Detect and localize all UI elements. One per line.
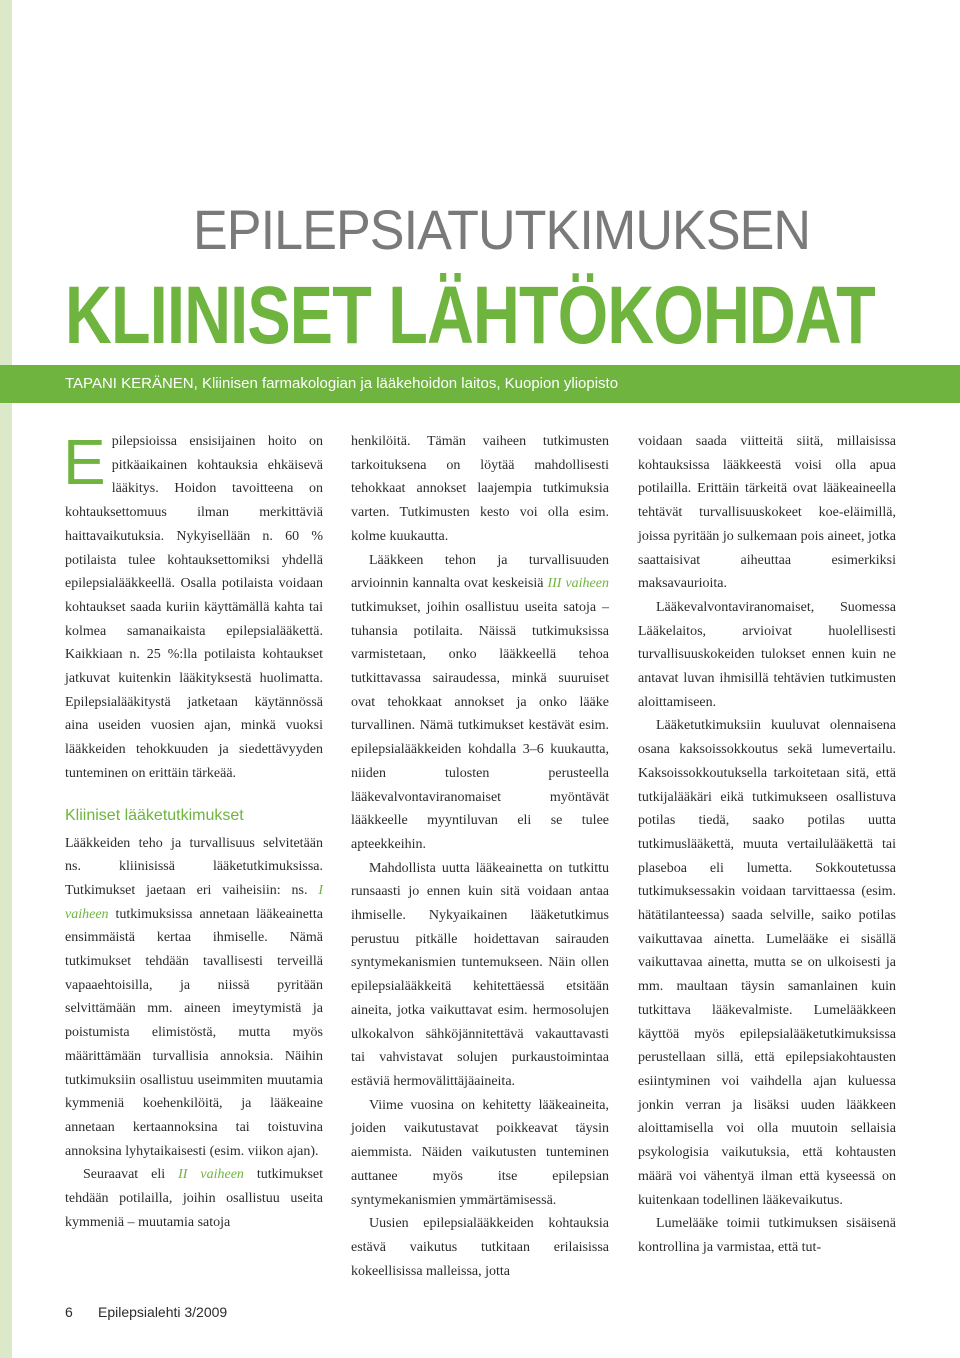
paragraph-text: tutkimukset tehdään potilailla, joihin osallistuu useita kymmeniä – muutamia satoja [65,1167,323,1230]
emphasis: II vaiheen [178,1167,244,1183]
paragraph: Viime vuosina on kehitetty lääkeaineita, joiden vaikutustavat poikkeavat täysin aiemmista. Näiden vaikutusten tunteminen auttanee myös itse epilepsian syntymekanismien ymmärtämisessä. [351,1097,609,1208]
author-line: TAPANI KERÄNEN, Kliinisen farmakologian ja lääkehoidon laitos, Kuopion yliopisto [65,375,619,392]
paragraph: Lääkevalvontaviranomaiset, Suomessa Lääkelaitos, arvioivat huolellisesti turvallisuuskokeiden tulokset ennen kuin ne antavat luvan ihmisillä tehtävien tutkimusten aloittamiseen. [638,599,896,710]
article-column-1 [63,426,323,1235]
paragraph [65,1163,323,1234]
section-heading: Kliiniset lääketutkimukset [65,806,244,824]
paragraph: Lumelääke toimii tutkimuksen sisäisenä kontrollina ja varmistaa, että tut- [638,1216,896,1255]
title-line-1: EPILEPSIATUTKIMUKSEN [193,198,811,261]
intro-paragraph [63,426,323,786]
emphasis: I vaiheen [65,882,323,922]
publication-name: Epilepsialehti 3/2009 [98,1304,228,1320]
author-bar [0,365,960,403]
sidebar-strip [0,0,12,1358]
drop-cap: E [63,426,106,498]
title-line-2: KLIINISET LÄHTÖKOHDAT [65,270,875,361]
paragraph [65,832,323,1164]
paragraph: voidaan saada viitteitä siitä, millaisissa kohtauksissa lääkkeestä voisi olla apua potilailla. Erittäin tärkeitä ovat lääkeaineella tehtävät turvallisuuskokeet koe-eläimillä, joissa pyritään jo sulkemaan pois aineet, jotka saattaisivat aiheuttaa esimerkiksi maksavaurioita. [638,434,896,592]
paragraph-text: tutkimukset, joihin osallistuu useita satoja – tuhansia potilaita. Näissä tutkimuksissa varmistetaan, onko lääkkeellä tehoa tutkittavassa sairaudessa, minkä suuruiset ovat tehokkaat annokset ja onko lääke turvallinen. Nämä tutkimukset kestävät esim. epilepsialääkkeiden kohdalla 3–6 kuukautta, niiden tulosten perusteella lääkevalvontaviranomaiset myöntävät lääkkeelle myyntiluvan eli se tulee apteekkeihin. [351,599,609,852]
paragraph: henkilöitä. Tämän vaiheen tutkimusten tarkoituksena on löytää mahdollisesti tehokkaat annokset laajempia tutkimuksia varten. Tutkimusten kesto voi olla esim. kolme kuukautta. [351,434,609,544]
paragraph-text: Seuraavat eli [83,1167,179,1183]
page-number: 6 [65,1304,73,1320]
paragraph-text: tutkimuksissa annetaan lääkeainetta ensimmäistä kertaa ihmiselle. Nämä tutkimukset tehdään tavallisesti terveillä vapaaehtoisilla, ja niissä pyritään selvittämään mm. aineen imeytymistä ja poistumista elimistöstä, mutta myös määrittämään turvallisia annoksia. Näihin tutkimuksiin osallistuu useimmiten muutamia kymmeniä koehenkilöitä, ja lääkeaine annetaan kertaannoksina tai toistuvina annoksina lyhytaikaisesti (esim. viikon ajan). [65,906,323,1159]
paragraph-text: Lääkkeiden teho ja turvallisuus selvitetään ns. kliinisissä lääketutkimuksissa. Tutkimukset jaetaan eri vaiheisiin: ns. [65,835,323,898]
paragraph [351,549,609,857]
intro-text: pilepsioissa ensisijainen hoito on pitkäaikainen kohtauksia ehkäisevä lääkitys. Hoidon tavoitteena on kohtauksettomuus ilman merkittäviä haittavaikutuksia. Nykyisellään n. 60 % potilaista tulee kohtauksettomiksi yhdellä epilepsialääkkeellä. Osalla potilaista voidaan kohtaukset saada kuriin käyttämällä kahta tai kolmea samanaikaista epilepsialääkettä. Kaikkiaan n. 25 %:lla potilaista kohtaukset jatkuvat kuitenkin lääkityksestä huolimatta. Epilepsialääkitystä jatketaan käytännössä aina useiden vuosien ajan, minkä vuoksi lääkkeiden tehokkuuden ja siedettävyyden tunteminen on erittäin tärkeää. [65,434,323,781]
paragraph-text: Lääkkeen tehon ja turvallisuuden arvioinnin kannalta ovat keskeisiä [351,552,609,592]
paragraph: Mahdollista uutta lääkeainetta on tutkittu runsaasti jo ennen kuin sitä voidaan antaa ihmiselle. Nykyaikainen lääketutkimus perustuu pitkälle hoidettavan sairauden syntymekanismien tuntemukseen. Näin ollen epilepsialääkkeitä kehitettäessä etsitään aineita, jotka vaikuttavat esim. hermosolujen ulkokalvon sähköjännitettävä vakauttavasti tai vahvistavat solujen purkaustoimintaa estäviä hermovälittäjäaineita. [351,860,609,1089]
paragraph: Uusien epilepsialääkkeiden kohtauksia estävä vaikutus tutkitaan erilaisissa kokeellisissa malleissa, jotta [351,1216,609,1279]
paragraph: Lääketutkimuksiin kuuluvat olennaisena osana kaksoissokkoutus sekä lumevertailu. Kaksoissokkoutuksella tarkoitetaan sitä, että tutkijalääkäri eikä tutkimukseen osallistuva potilas tiedä, saako potilas uutta tutkimuslääkettä, muuta vertailulääkettä tai plaseboa eli lumetta. Sokkoutetussa tutkimuksessakin voidaan tarvittaessa (esim. hätätilanteessa) saada selville, saiko potilas vaikuttavaa ainetta. Lumelääke ei sisällä vaikuttavaa ainetta, mutta se on ulkoisesti ja mm. maultaan täysin samanlainen kuin tutkittava lääkevalmiste. Lumelääkkeen käyttöä myös epilepsialääketutkimuksissa perustellaan sillä, että epilepsiakohtausten esiintyminen voi vaihdella ajan kuluessa jonkin verran ja lisäksi uuden lääkkeen aloittamisella voi olla muutoin sellaisia psykologisia vaikutuksia, että kohtausten määrä voi vähentyä ilman että kyseessä on kuitenkaan todellinen lääkevaikutus. [638,718,896,1208]
article-column-2 [351,430,609,1283]
emphasis: III vaiheen [547,576,609,592]
article-column-3 [638,430,896,1260]
